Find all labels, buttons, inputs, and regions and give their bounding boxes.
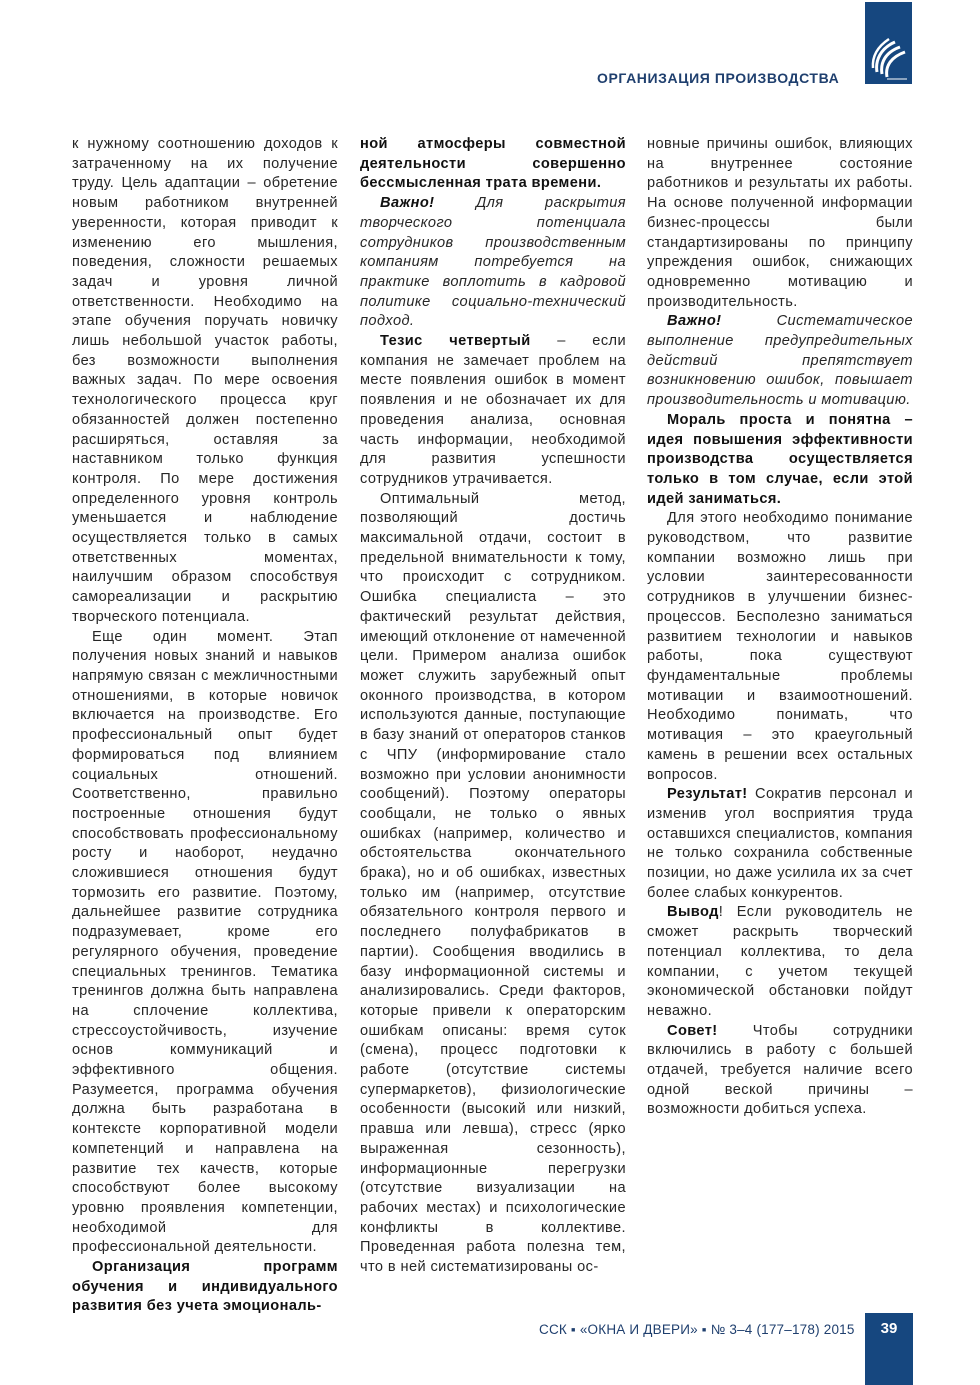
magazine-logo (865, 2, 912, 84)
paragraph (647, 1022, 913, 1121)
publication-footer: ССК ▪ «ОКНА И ДВЕРИ» ▪ № 3–4 (177–178) 2015 (539, 1322, 855, 1337)
paragraph-text: Сократив персонал и изменив угол восприятия труда оставшихся специалистов, компания не только сохранила собственные позиции, но даже усилила их за счет более слабых конкурентов. (647, 786, 913, 901)
paragraph (647, 509, 913, 785)
paragraph (647, 411, 913, 510)
article-column-3 (647, 135, 913, 1120)
emphasis-text: Мораль проста и понятна – идея повышения эффективности производства осуществляется только в том случае, если этой идей заниматься. (647, 411, 913, 507)
emphasis-text: Тезис четвертый (380, 333, 531, 350)
emphasis-text: Организация программ обучения и индивидуального развития без учета эмоциональ- (72, 1259, 338, 1315)
paragraph-text: ! Если руководитель не сможет раскрыть творческий потенциал коллектива, то дела компании, с учетом текущей экономической обстановки пойдут неважно. (647, 904, 913, 1019)
emphasis-text: Для раскрытия творческого потенциала сотрудников производственным компаниям потребуется на практике воплотить в кадровой политике социально-технический подход. (360, 195, 626, 330)
paragraph (72, 1258, 338, 1317)
article-column-2 (360, 135, 626, 1278)
paragraph (647, 312, 913, 411)
paragraph (72, 135, 338, 628)
paragraph (360, 194, 626, 332)
paragraph (647, 135, 913, 312)
emphasis-text: Важно! (667, 313, 722, 330)
article-column-1 (72, 135, 338, 1317)
paragraph-text: – если компания не замечает проблем на месте появления ошибок в момент появления и не обозначает их для проведения анализа, основная часть информации, необходимой для развития успешности сотрудников утрачивается. (360, 333, 626, 487)
emphasis-text: Систематическое выполнение предупредительных действий препятствует возникновению ошибок, повышает производительность и мотивацию. (647, 313, 913, 409)
paragraph (360, 332, 626, 490)
paragraph-text: новные причины ошибок, влияющих на внутреннее состояние работников и результаты их работы. На основе полученной информации бизнес-процессы были стандартизированы по принципу упреждения ошибок, снижающих одновременно мотивацию и производительность. (647, 136, 913, 310)
paragraph (360, 490, 626, 1278)
paragraph-text: Чтобы сотрудники включились в работу с большей отдачей, требуется наличие всего одной веской причины – возможности добиться успеха. (647, 1022, 913, 1118)
emphasis-text: Совет! (667, 1022, 718, 1039)
page-number: 39 (880, 1320, 898, 1337)
emphasis-text: Результат! (667, 786, 748, 803)
paragraph (647, 785, 913, 903)
emphasis-text: ной атмосферы совместной деятельности совершенно бессмысленная трата времени. (360, 136, 626, 192)
paragraph (360, 135, 626, 194)
paragraph (72, 628, 338, 1259)
emphasis-text: Важно! (380, 195, 435, 212)
paragraph-text: Оптимальный метод, позволяющий достичь максимальной отдачи, состоит в предельной внимательности к тому, что происходит с сотрудником. Ошибка специалиста – это фактический результат действия, имеющий отклонение от намеченной цели. Примером анализа ошибок может служить зарубежный опыт оконного производства, в котором используются данные, поступающие в базу знаний от операторов станков с ЧПУ (информирование стало возможно при условии анонимности сообщений). Поэтому операторы сообщали, не только о явных ошибках (например, количество и обстоятельства окончательного брака), но и об ошибках, известных только им (например, отсутствие обязательного контроля первого и последнего полуфабрикатов в партии). Сообщения вводились в базу информационной системы и анализировались. Среди факторов, которые привели к операторским ошибкам описаны: время суток (смена), процесс подготовки к работе (отсутствие системы супермаркетов), физиологические особенности (высокий или низкий, правша или левша), стресс (ярко выраженная сезонность), информационные перегрузки (отсутствие визуализации на рабочих местах) и психологические конфликты в коллективе. Проведенная работа полезна тем, что в ней систематизированы ос- (360, 490, 626, 1276)
paragraph-text: к нужному соотношению доходов к затраченному на их получение труду. Цель адаптации – обретение новым работником внутренней уверенности, которая приводит к изменению его мышления, поведения, сложности решаемых задач и уровня личной ответственности. Необходимо на этапе обучения поручать новичку лишь небольшой участок работы, без возможности выполнения важных задач. По мере освоения технологического процесса круг обязанностей должен постепенно расширяться, оставляя за наставником только функция контроля. По мере достижения определенного уровня контроль уменьшается и наблюдение осуществляется только в самых ответственных моментах, наилучшим образом способствуя самореализации и раскрытию творческого потенциала. (72, 136, 338, 625)
page-number-box (865, 1313, 913, 1385)
emphasis-text: Вывод (667, 904, 719, 921)
section-title: ОРГАНИЗАЦИЯ ПРОИЗВОДСТВА (597, 70, 840, 86)
wave-arcs-logo-icon (865, 2, 912, 84)
paragraph-text: Для этого необходимо понимание руководством, что развитие компании возможно лишь при условии заинтересованности сотрудников в улучшении бизнес-процессов. Бесполезно заниматься развитием технологии и навыков работы, пока существуют фундаментальные проблемы мотивации и взаимоотношений. Необходимо понимать, что мотивация – это краеугольный камень в решении всех остальных вопросов. (647, 510, 913, 783)
paragraph (647, 903, 913, 1021)
paragraph-text: Еще один момент. Этап получения новых знаний и навыков напрямую связан с межличностными отношениями, в которые новичок включается на производстве. Его профессиональный опыт будет формироваться под влиянием социальных отношений. Соответственно, правильно построенные отношения будут способствовать профессиональному росту и наоборот, неудачно сложившиеся отношения будут тормозить его развитие. Поэтому, дальнейшее развитие сотрудника подразумевает, кроме его регулярного обучения, проведение специальных тренингов. Тематика тренингов должна быть направлена на сплочение коллектива, стрессоустойчивость, изучение основ коммуникаций и эффективного общения. Разумеется, программа обучения должна быть разработана в контексте корпоративной модели компетенций и направлена на развитие тех качеств, которые способствуют более высокому уровню проявления компетенции, необходимой для профессиональной деятельности. (72, 628, 338, 1256)
